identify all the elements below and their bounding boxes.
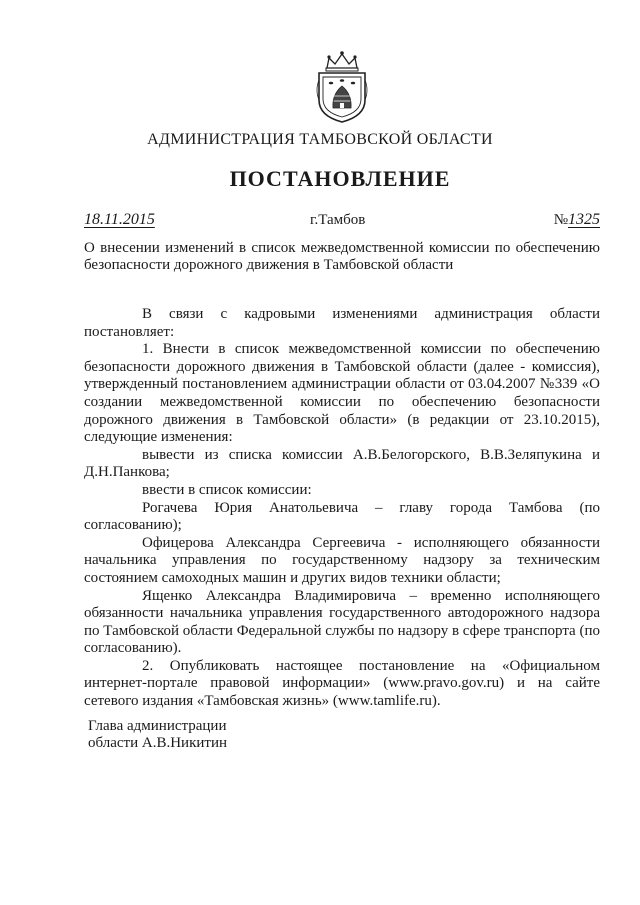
include-title: ввести в список комиссии: [142,481,312,498]
item-2-paragraph: 2. Опубликовать настоящее постановление на «Официальном интернет-портале правовой информации» (www.pravo.gov.ru) и на сайте сетевого издания «Тамбовская жизнь» (www.tamlife.ru). [84,657,600,710]
number-value: 1325 [568,211,600,228]
number-prefix: № [553,212,568,228]
signature-block [88,718,227,752]
organization-name: АДМИНИСТРАЦИЯ ТАМБОВСКОЙ ОБЛАСТИ [147,131,493,148]
document-city: г.Тамбов [310,212,366,228]
signature-name: области А.В.Никитин [88,735,228,751]
document-subject: О внесении изменений в список межведомственной комиссии по обеспечению безопасности дорожного движения в Тамбовской области [84,240,600,273]
intro-paragraph: В связи с кадровыми изменениями администрация области постановляет: [84,306,600,340]
member-3-paragraph: Ященко Александра Владимировича – временно исполняющего обязанности начальника управления государственного автодорожного надзора по Тамбовской области Федеральной службы по надзору в сфере транспорта (по согласованию). [84,587,600,657]
coat-of-arms-icon [313,50,371,124]
signature-title: Глава администрации [88,718,227,734]
document-number [554,211,600,229]
member-1-paragraph: Рогачева Юрия Анатольевича – главу города Тамбова (по согласованию); [84,499,600,534]
document-meta-row [84,211,600,235]
item-1-paragraph: 1. Внести в список межведомственной комиссии по обеспечению безопасности дорожного движения в Тамбовской области (далее - комиссия), утвержденный постановлением администрации области от 03.04.2007 №339 «О создании межведомственной комиссии по обеспечению безопасности дорожного движения в Тамбовской области» (в редакции от 23.10.2015), следующие изменения: [84,341,600,446]
document-body [84,306,600,711]
document-type-title: ПОСТАНОВЛЕНИЕ [229,166,451,191]
exclude-paragraph: вывести из списка комиссии А.В.Белогорского, В.В.Зеляпукина и Д.Н.Панкова; [84,446,600,481]
member-2-paragraph: Офицерова Александра Сергеевича - исполняющего обязанности начальника управления по государственному надзору за техническим состоянием самоходных машин и других видов техники области; [84,534,600,586]
document-date: 18.11.2015 [84,211,155,228]
